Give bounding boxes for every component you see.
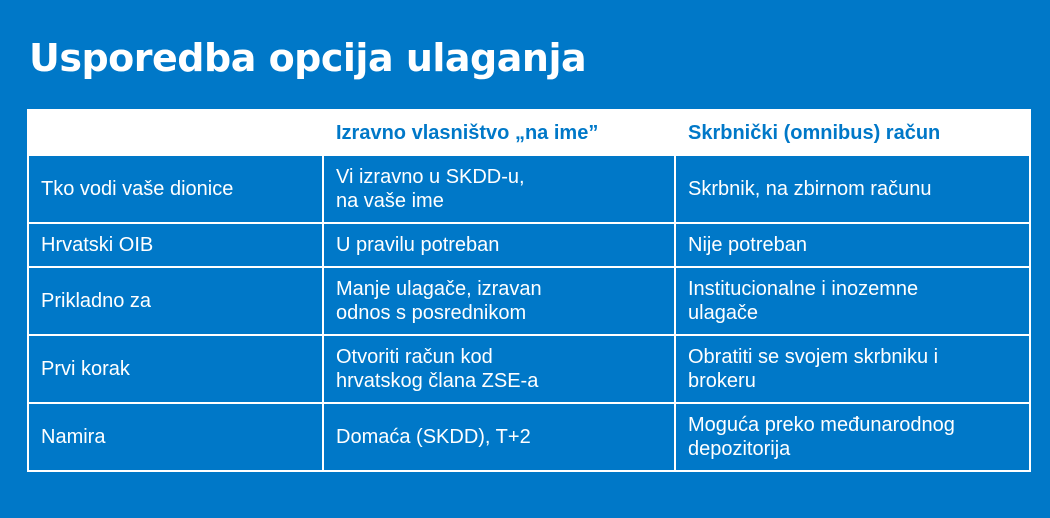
cell-line: U pravilu potreban [336,234,500,256]
cell-line: hrvatskog člana ZSE-a [336,370,539,392]
row-label: Prikladno za [28,267,323,335]
header-omnibus-account: Skrbnički (omnibus) račun [675,110,1030,155]
row-label: Hrvatski OIB [28,223,323,267]
cell-line: Domaća (SKDD), T+2 [336,426,531,448]
table-row [28,335,1030,403]
cell-line: Otvoriti račun kod [336,346,493,368]
cell-line: ulagače [688,302,759,324]
table-row [28,155,1030,223]
cell-line: Moguća preko međunarodnog [688,414,955,436]
omnibus-cell [675,267,1030,335]
row-label: Tko vodi vaše dionice [28,155,323,223]
cell-line: Obratiti se svojem skrbniku i [688,346,939,368]
cell-line: Nije potreban [688,234,807,256]
omnibus-cell [675,223,1030,267]
cell-line: Skrbnik, na zbirnom računu [688,178,932,200]
row-label: Namira [28,403,323,471]
table-row [28,403,1030,471]
table-header-row [28,110,1030,155]
omnibus-cell [675,155,1030,223]
row-label: Prvi korak [28,335,323,403]
page-title: Usporedba opcija ulaganja [29,36,587,80]
direct-cell [323,223,675,267]
comparison-table [27,109,1031,472]
direct-cell [323,267,675,335]
header-empty-cell [28,110,323,155]
cell-line: Institucionalne i inozemne [688,278,919,300]
cell-line: depozitorija [688,438,791,460]
omnibus-cell [675,403,1030,471]
direct-cell [323,403,675,471]
table-row [28,223,1030,267]
cell-line: Manje ulagače, izravan [336,278,542,300]
direct-cell [323,335,675,403]
table-row [28,267,1030,335]
direct-cell [323,155,675,223]
omnibus-cell [675,335,1030,403]
header-direct-ownership: Izravno vlasništvo „na ime” [323,110,675,155]
cell-line: na vaše ime [336,190,444,212]
cell-line: brokeru [688,370,756,392]
cell-line: Vi izravno u SKDD-u, [336,166,525,188]
cell-line: odnos s posrednikom [336,302,527,324]
